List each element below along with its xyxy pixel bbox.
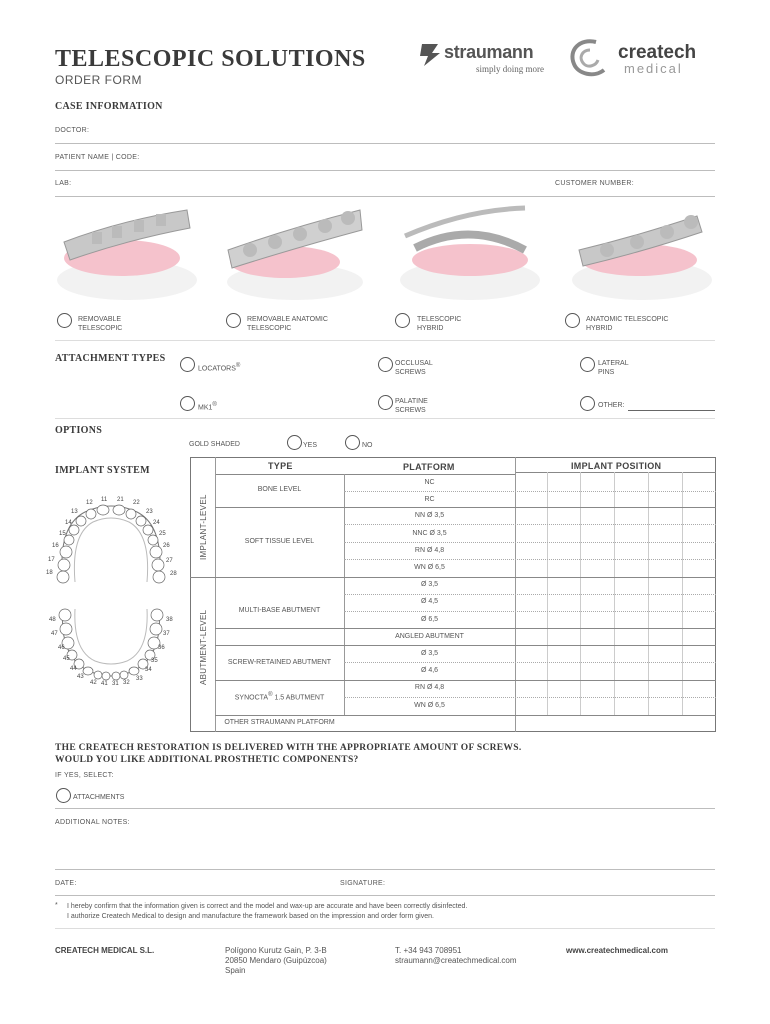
platform-cell[interactable]: NNC Ø 3,5: [412, 530, 447, 537]
table-row-line: [344, 662, 716, 663]
tooth-label: 17: [48, 557, 55, 563]
straumann-tagline: simply doing more: [476, 64, 544, 74]
platform-cell[interactable]: Ø 4,6: [420, 667, 439, 674]
table-row-line: [215, 645, 716, 646]
divider: [55, 418, 715, 419]
removable-anatomic-telescopic-label: REMOVABLE ANATOMIC TELESCOPIC: [247, 316, 328, 332]
lab-label: LAB:: [55, 180, 72, 187]
palatine-screws-radio[interactable]: [378, 395, 393, 410]
page-subtitle: ORDER FORM: [55, 73, 142, 87]
tooth-label: 35: [151, 658, 158, 664]
tooth-label: 15: [59, 531, 66, 537]
implant-position-column-header: IMPLANT POSITION: [571, 461, 662, 471]
platform-cell[interactable]: Ø 3,5: [420, 581, 439, 588]
lateral-pins-label: LATERAL PINS: [598, 360, 629, 376]
tooth-label: 21: [117, 497, 124, 503]
tooth-label: 47: [51, 631, 58, 637]
tooth-label: 34: [145, 667, 152, 673]
tooth-label: 38: [166, 617, 173, 623]
other-attachment-radio[interactable]: [580, 396, 595, 411]
bone-level-cell: BONE LEVEL: [257, 486, 302, 493]
patient-label: PATIENT NAME | CODE:: [55, 154, 140, 161]
tooth-label: 23: [146, 509, 153, 515]
platform-cell[interactable]: Ø 6,5: [420, 616, 439, 623]
tooth-label: 36: [158, 645, 165, 651]
tooth-label: 42: [90, 680, 97, 686]
tooth-label: 13: [71, 509, 78, 515]
table-header-line: [215, 474, 515, 475]
straumann-logo: [418, 40, 553, 80]
tooth-label: 11: [101, 497, 108, 503]
divider: [55, 808, 715, 809]
footer-contact: [395, 946, 517, 966]
table-row-line: [344, 524, 716, 525]
table-column-line: [215, 457, 216, 732]
mk1-radio[interactable]: [180, 396, 195, 411]
additional-notes-field[interactable]: [55, 830, 715, 868]
footer-website-link[interactable]: www.createchmedical.com: [566, 946, 668, 955]
gold-no-radio[interactable]: [345, 435, 360, 450]
other-platform-cell: OTHER STRAUMANN PLATFORM: [224, 719, 335, 726]
other-attachment-field[interactable]: [628, 410, 715, 411]
tooth-label: 44: [70, 666, 77, 672]
platform-cell[interactable]: RC: [424, 496, 435, 503]
attachments-radio[interactable]: [56, 788, 71, 803]
date-label: DATE:: [55, 880, 77, 887]
removable-telescopic-photo: [52, 200, 202, 300]
multi-base-cell: MULTI-BASE ABUTMENT: [238, 607, 321, 614]
level-separator: [190, 577, 716, 578]
tooth-label: 18: [46, 570, 53, 576]
type-column-header: TYPE: [268, 461, 293, 471]
tooth-label: 12: [86, 500, 93, 506]
implant-level-label: IMPLANT-LEVEL: [199, 494, 208, 560]
tooth-label: 16: [52, 543, 59, 549]
customer-number-label: CUSTOMER NUMBER:: [555, 180, 634, 187]
additional-notes-label: ADDITIONAL NOTES:: [55, 819, 130, 826]
page-title: TELESCOPIC SOLUTIONS: [55, 46, 366, 72]
createch-medical-word: medical: [624, 61, 683, 76]
disclaimer-star: *: [55, 902, 58, 909]
occlusal-screws-label: OCCLUSAL SCREWS: [395, 360, 433, 376]
options-heading: OPTIONS: [55, 425, 103, 436]
gold-yes-radio[interactable]: [287, 435, 302, 450]
table-row-line: [344, 559, 716, 560]
straumann-wordmark: straumann: [444, 42, 534, 62]
doctor-field[interactable]: [55, 143, 715, 144]
telescopic-hybrid-label: TELESCOPIC HYBRID: [417, 316, 462, 332]
createch-wordmark: createch: [618, 42, 697, 63]
anatomic-telescopic-hybrid-radio[interactable]: [565, 313, 580, 328]
table-row-line: [344, 542, 716, 543]
date-signature-field[interactable]: [55, 895, 715, 896]
gold-no-label: NO: [362, 442, 373, 449]
gold-shaded-label: GOLD SHADED: [189, 441, 240, 448]
platform-cell[interactable]: Ø 3,5: [420, 650, 439, 657]
platform-cell[interactable]: ANGLED ABUTMENT: [395, 633, 464, 640]
palatine-screws-label: PALATINE SCREWS: [395, 398, 428, 414]
platform-cell[interactable]: RN Ø 4,8: [414, 547, 445, 554]
tooth-label: 22: [133, 500, 140, 506]
screws-question-line1: THE CREATECH RESTORATION IS DELIVERED WITH THE APPROPRIATE AMOUNT OF SCREWS.: [55, 743, 522, 753]
removable-anatomic-telescopic-photo: [220, 200, 370, 300]
lateral-pins-radio[interactable]: [580, 357, 595, 372]
removable-telescopic-radio[interactable]: [57, 313, 72, 328]
platform-cell[interactable]: RN Ø 4,8: [414, 684, 445, 691]
tooth-label: 27: [166, 558, 173, 564]
table-row-line: [215, 507, 716, 508]
platform-column-header: PLATFORM: [403, 462, 455, 472]
gold-yes-label: YES: [303, 442, 318, 449]
tooth-label: 31: [112, 681, 119, 687]
synocta-cell: SYNOCTA® 1.5 ABUTMENT: [234, 692, 325, 702]
if-yes-label: IF YES, SELECT:: [55, 772, 114, 779]
upper-arch-diagram: [45, 496, 177, 586]
platform-cell[interactable]: NC: [424, 479, 435, 486]
tooth-label: 28: [170, 571, 177, 577]
platform-cell[interactable]: Ø 4,5: [420, 598, 439, 605]
table-row-line: [215, 628, 716, 629]
telescopic-hybrid-radio[interactable]: [395, 313, 410, 328]
tooth-label: 37: [163, 631, 170, 637]
tooth-label: 14: [65, 520, 72, 526]
divider: [55, 928, 715, 929]
occlusal-screws-radio[interactable]: [378, 357, 393, 372]
tooth-label: 43: [77, 674, 84, 680]
case-information-heading: CASE INFORMATION: [55, 101, 163, 112]
doctor-label: DOCTOR:: [55, 127, 90, 134]
removable-telescopic-label: REMOVABLE TELESCOPIC: [78, 316, 123, 332]
mk1-label: MK1®: [198, 402, 217, 412]
removable-anatomic-telescopic-radio[interactable]: [226, 313, 241, 328]
anatomic-telescopic-hybrid-photo: [567, 200, 717, 300]
signature-label: SIGNATURE:: [340, 880, 386, 887]
patient-field[interactable]: [55, 170, 715, 171]
table-row-line: [215, 680, 716, 681]
implant-system-heading: IMPLANT SYSTEM: [55, 465, 150, 476]
other-attachment-label: OTHER:: [598, 402, 625, 409]
divider: [55, 869, 715, 870]
disclaimer-text: I hereby confirm that the information given is correct and the model and wax-up are accurate and have been correctly disinfected. I authorize Createch Medical to design and manufacture the framework based on the impression and order form given.: [67, 903, 468, 920]
table-row-line: [344, 594, 716, 595]
anatomic-telescopic-hybrid-label: ANATOMIC TELESCOPIC HYBRID: [586, 316, 669, 332]
table-row-line: [344, 491, 716, 492]
screw-retained-cell: SCREW-RETAINED ABUTMENT: [227, 659, 332, 666]
telescopic-hybrid-photo: [395, 200, 545, 300]
lab-field[interactable]: [55, 196, 715, 197]
straumann-mark-icon: [418, 42, 442, 68]
platform-cell[interactable]: WN Ø 6,5: [414, 702, 445, 709]
platform-cell[interactable]: NN Ø 3,5: [414, 512, 445, 519]
table-row-line: [215, 715, 716, 716]
tooth-label: 41: [101, 681, 108, 687]
tooth-label: 48: [49, 617, 56, 623]
footer-phone: T. +34 943 708951: [395, 946, 462, 955]
divider: [55, 340, 715, 341]
createch-logo: [566, 36, 726, 80]
tooth-label: 25: [159, 531, 166, 537]
tooth-label: 24: [153, 520, 160, 526]
locators-radio[interactable]: [180, 357, 195, 372]
locators-label: LOCATORS®: [198, 363, 241, 373]
createch-swirl-icon: [566, 36, 614, 80]
table-row-line: [344, 697, 716, 698]
tooth-label: 32: [123, 680, 130, 686]
tooth-label: 45: [63, 656, 70, 662]
screws-question-line2: WOULD YOU LIKE ADDITIONAL PROSTHETIC COMPONENTS?: [55, 755, 359, 765]
table-row-line: [344, 611, 716, 612]
footer-address: Polígono Kurutz Gain, P. 3-B 20850 Mendaro (Guipúzcoa) Spain: [225, 946, 327, 975]
tooth-label: 46: [58, 645, 65, 651]
tooth-label: 26: [163, 543, 170, 549]
table-header-line: [515, 472, 716, 473]
footer-company: CREATECH MEDICAL S.L.: [55, 946, 155, 955]
platform-cell[interactable]: WN Ø 6,5: [414, 564, 445, 571]
footer-email[interactable]: straumann@createchmedical.com: [395, 956, 517, 965]
attachments-label: ATTACHMENTS: [73, 794, 125, 801]
abutment-level-label: ABUTMENT-LEVEL: [199, 609, 208, 685]
soft-tissue-cell: SOFT TISSUE LEVEL: [244, 538, 315, 545]
attachment-types-heading: ATTACHMENT TYPES: [55, 353, 166, 364]
tooth-label: 33: [136, 676, 143, 682]
